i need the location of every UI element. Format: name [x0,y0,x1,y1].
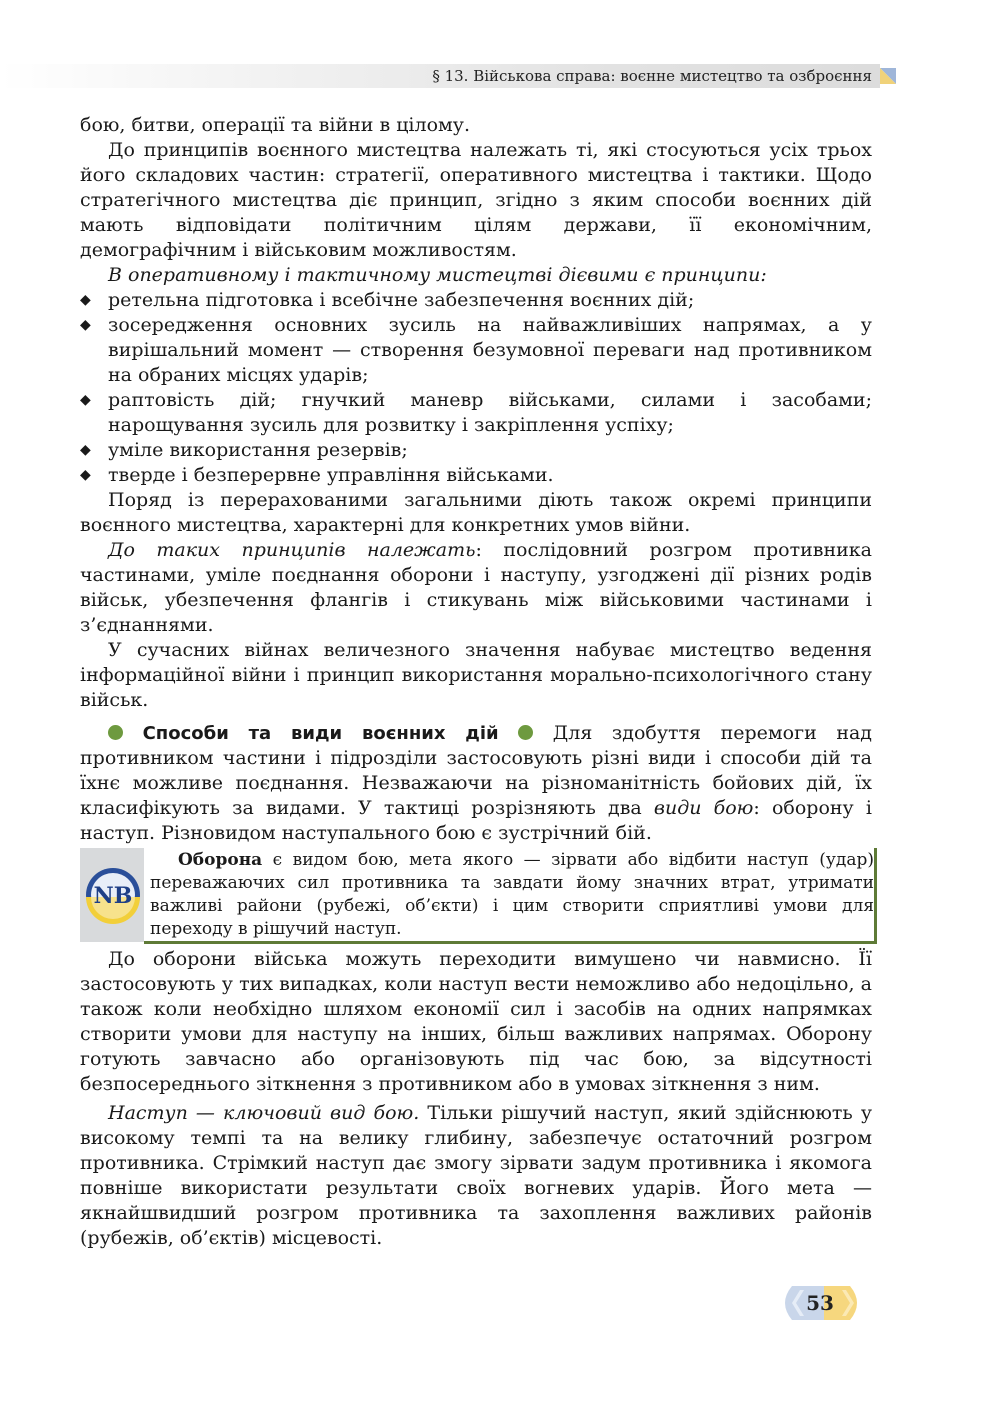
paragraph-italic-intro: В оперативному і тактичному мистецтві дієвими є принципи: [108,264,767,286]
paragraph: До таких принципів належать: послідовний розгром противника частинами, уміле поєднання оборони і наступу, узгоджені дії різних родів військ, убезпечення флангів і стикувань між військовими частинами і з’єднаннями. [80,539,872,636]
nb-icon-panel [80,848,144,942]
nb-badge-label: NB [93,883,133,909]
paragraph: До принципів воєнного мистецтва належать ті, які стосуються усіх трьох його складових частин: стратегії, оперативного мистецтва і тактики. Щодо стратегічного мистецтва діє принцип, згідно з яким способи воєнних дій мають відповідати політичним цілям держави, її економічним, демографічним і військовим можливостям. [80,139,872,261]
diamond-bullet-icon: ◆ [80,467,91,483]
running-header-title: § 13. Військова справа: воєнне мистецтво та озброєння [432,67,872,85]
section-block [80,721,872,846]
paragraph: Наступ — ключовий вид бою. Тільки рішучий наступ, який здійснюють у високому темпі та на велику глибину, забезпечує остаточний розгром противника. Стрімкий наступ дає змогу зірвати задум противника і якомога повніше використати результати своїх вогневих ударів. Його мета — якнайшвидший розгром противника та захоплення важливих районів (рубежів, об’єктів) місцевості. [80,1102,872,1249]
section-paragraph: Способи та види воєнних дій Для здобуття перемоги над противником частини і підрозділи застосовують різні види і способи дій та їхнє можливе поєднання. Незважаючи на різноманітність бойових дій, їх класифікують за видами. У тактиці розрізняють два види бою: оборону і наступ. Різновидом наступального бою є зустрічний бій. [80,722,873,844]
page-number: 53 [806,1291,834,1315]
diamond-bullet-icon: ◆ [80,292,91,308]
list-item: ◆ уміле використання резервів; [80,439,408,461]
principles-list [80,288,872,488]
definition-text: Оборона є видом бою, мета якого — зірвати або відбити наступ (удар) переважаючих сил противника та завдати йому значних втрат, утримати важливі райони (рубежі, об’єкти) і цим створити сприятливі умови для переходу в рішучий наступ. [150,850,874,939]
diamond-bullet-icon: ◆ [80,392,91,408]
definition-box [144,848,877,944]
diamond-bullet-icon: ◆ [80,317,91,333]
green-dot-icon [108,725,123,740]
paragraph: бою, битви, операції та війни в цілому. [80,114,471,136]
header-corner-decoration [880,68,896,84]
list-item: ◆ тверде і безперервне управління військами. [80,464,554,486]
green-dot-icon [518,725,533,740]
list-item: ◆ раптовість дій; гнучкий маневр військами, силами і засобами; нарощування зусиль для розвитку і закріплення успіху; [80,389,872,436]
main-text-block-2 [80,947,872,1251]
paragraph: У сучасних війнах величезного значення набуває мистецтво ведення інформаційної війни і принцип використання морально-психологічного стану військ. [80,639,872,711]
list-item: ◆ ретельна підготовка і всебічне забезпечення воєнних дій; [80,289,695,311]
nb-badge-icon [80,848,144,942]
diamond-bullet-icon: ◆ [80,442,91,458]
main-text-block [80,113,872,713]
section-heading: Способи та види воєнних дій [142,723,499,744]
list-item: ◆ зосередження основних зусиль на найважливіших напрямах, а у вирішальний момент — створення безумовної переваги над противником на обраних місцях ударів; [80,314,872,386]
paragraph: До оборони війська можуть переходити вимушено чи навмисно. Її застосовують у тих випадках, коли наступ вести неможливо або недоцільно, а також коли необхідно шляхом економії сил і засобів на одних напрямках створити умови для наступу на інших, більш важливих напрямах. Оборону готують завчасно або організовують під час бою, за відсутності безпосереднього зіткнення з противником або в умовах зіткнення з ним. [80,948,872,1095]
paragraph: Поряд із перерахованими загальними діють також окремі принципи воєнного мистецтва, характерні для конкретних умов війни. [80,489,872,536]
